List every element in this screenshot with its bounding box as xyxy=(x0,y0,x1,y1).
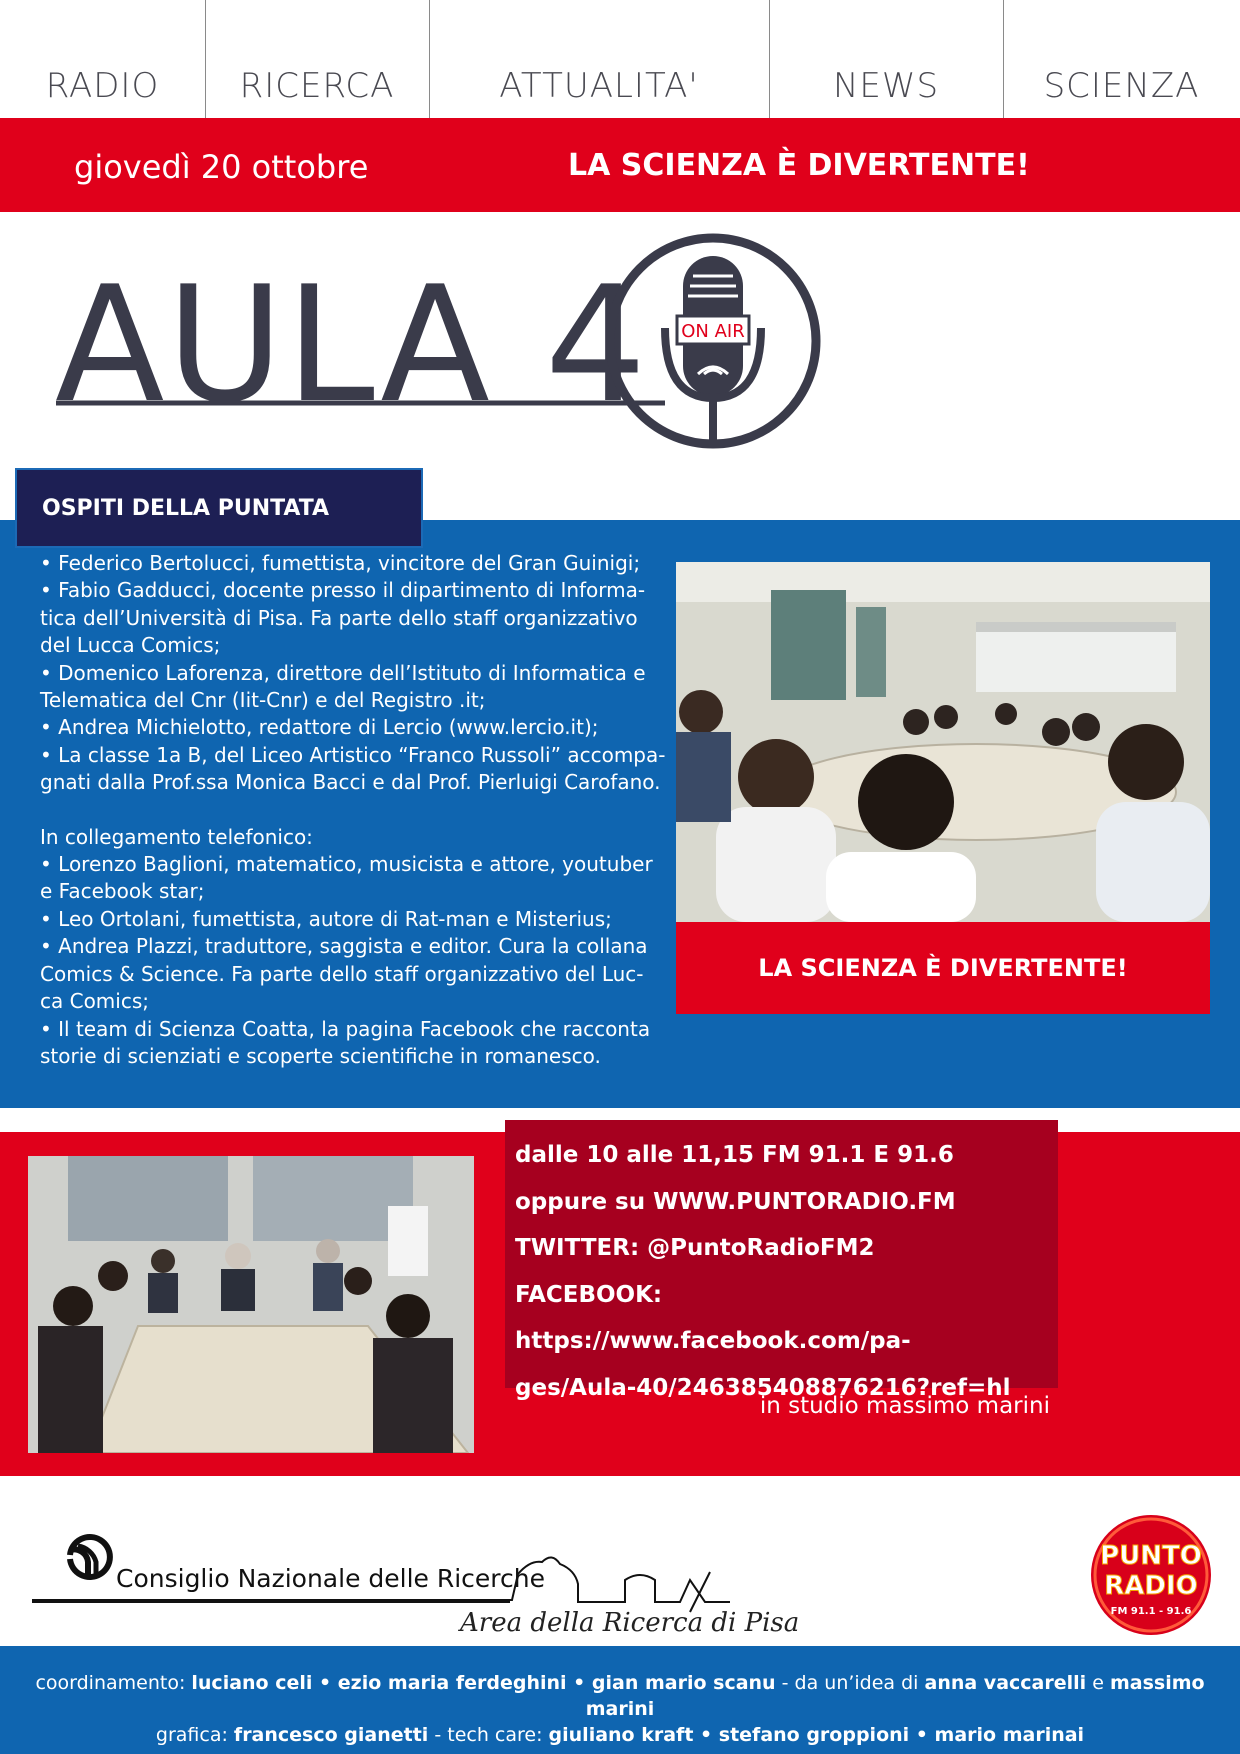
area-ricerca-label: Area della Ricerca di Pisa xyxy=(460,1608,800,1638)
nav-item-attualita[interactable]: ATTUALITA' xyxy=(499,66,699,106)
credits-band xyxy=(0,1646,1240,1754)
guests-heading: OSPITI DELLA PUNTATA xyxy=(15,468,423,548)
spacer xyxy=(40,797,670,824)
top-nav xyxy=(0,0,1240,118)
photo-caption: LA SCIENZA È DIVERTENTE! xyxy=(676,922,1210,1014)
nav-item-radio[interactable]: RADIO xyxy=(45,66,160,106)
punto-radio-logo xyxy=(1088,1512,1214,1638)
twitter-link[interactable]: TWITTER: @PuntoRadioFM2 xyxy=(515,1235,875,1261)
phone-guest-line: ca Comics; xyxy=(40,989,150,1014)
tech-label: - tech care: xyxy=(428,1724,549,1746)
guest-line: Telematica del Cnr (Iit-Cnr) e del Registro .it; xyxy=(40,688,486,713)
logo-text: AULA 4 xyxy=(55,251,649,438)
guests-list xyxy=(40,550,670,1070)
credits-line-2 xyxy=(0,1722,1240,1748)
cnr-name: Consiglio Nazionale delle Ricerche xyxy=(116,1564,546,1593)
phone-guest-line: • Il team di Scienza Coatta, la pagina Facebook che racconta xyxy=(40,1016,651,1041)
studio-host: in studio massimo marini xyxy=(759,1393,1050,1419)
guest-line: del Lucca Comics; xyxy=(40,633,221,658)
phone-guest-line: e Facebook star; xyxy=(40,879,205,904)
guest-line: • La classe 1a B, del Liceo Artistico “Franco Russoli” accompa- xyxy=(40,742,666,767)
guest-line: • Domenico Laforenza, direttore dell’Istituto di Informatica e xyxy=(40,660,646,685)
phone-guest-line: Comics & Science. Fa parte dello staff organizzativo del Luc- xyxy=(40,961,644,986)
grafica-name: francesco gianetti xyxy=(233,1724,429,1746)
idea-name: anna vaccarelli xyxy=(924,1672,1087,1694)
punto-word: PUNTO xyxy=(1100,1541,1202,1571)
guest-line: gnati dalla Prof.ssa Monica Bacci e dal Prof. Pierluigi Carofano. xyxy=(40,770,661,795)
phone-heading: In collegamento telefonico: xyxy=(40,824,313,849)
event-title: LA SCIENZA È DIVERTENTE! xyxy=(568,148,1030,183)
broadcast-info xyxy=(505,1120,1058,1401)
grafica-label: grafica: xyxy=(155,1724,234,1746)
idea-label: - da un’idea di xyxy=(775,1672,925,1694)
radio-frequency: FM 91.1 - 91.6 xyxy=(1110,1606,1192,1617)
guest-line: • Federico Bertolucci, fumettista, vincitore del Gran Guinigi; xyxy=(40,551,641,575)
studio-photo xyxy=(28,1156,474,1453)
website-link[interactable]: oppure su WWW.PUNTORADIO.FM xyxy=(515,1188,956,1215)
guest-line: tica dell’Università di Pisa. Fa parte dello staff organizzativo xyxy=(40,605,638,630)
classroom-photo xyxy=(676,562,1210,922)
guest-line: • Andrea Michielotto, redattore di Lercio (www.lercio.it); xyxy=(40,715,599,740)
phone-guest-line: • Lorenzo Baglioni, matematico, musicista e attore, youtuber xyxy=(40,852,653,877)
phone-guest-line: storie di scienziati e scoperte scientifiche in romanesco. xyxy=(40,1043,601,1068)
radio-word: RADIO xyxy=(1104,1571,1198,1601)
tech-names: giuliano kraft • stefano groppioni • mario marinai xyxy=(548,1724,1085,1746)
idea-and: e xyxy=(1086,1672,1110,1694)
aula-40-logo xyxy=(50,228,830,458)
broadcast-times: dalle 10 alle 11,15 FM 91.1 E 91.6 xyxy=(515,1142,954,1168)
facebook-link[interactable]: FACEBOOK: https://www.facebook.com/pa- xyxy=(515,1281,911,1354)
nav-item-news[interactable]: NEWS xyxy=(832,66,940,106)
credits-line-1 xyxy=(0,1670,1240,1722)
nav-item-ricerca[interactable]: RICERCA xyxy=(239,66,395,106)
nav-item-scienza[interactable]: SCIENZA xyxy=(1043,66,1200,106)
idea-name: massimo marini xyxy=(585,1672,1205,1720)
guest-line: • Fabio Gadducci, docente presso il dipartimento di Informa- xyxy=(40,578,646,603)
on-air-badge: ON AIR xyxy=(681,321,745,342)
facebook-link-cont[interactable]: ges/Aula-40/246385408876216?ref=hl xyxy=(515,1374,1011,1401)
event-date: giovedì 20 ottobre xyxy=(74,148,369,186)
microphone-icon xyxy=(665,256,761,440)
cnr-mark-icon xyxy=(70,1537,110,1577)
phone-guest-line: • Leo Ortolani, fumettista, autore di Rat-man e Misterius; xyxy=(40,906,612,931)
phone-guest-line: • Andrea Plazzi, traduttore, saggista e editor. Cura la collana xyxy=(40,934,648,959)
coord-label: coordinamento: xyxy=(35,1672,192,1694)
coord-names: luciano celi • ezio maria ferdeghini • gian mario scanu xyxy=(191,1672,776,1694)
